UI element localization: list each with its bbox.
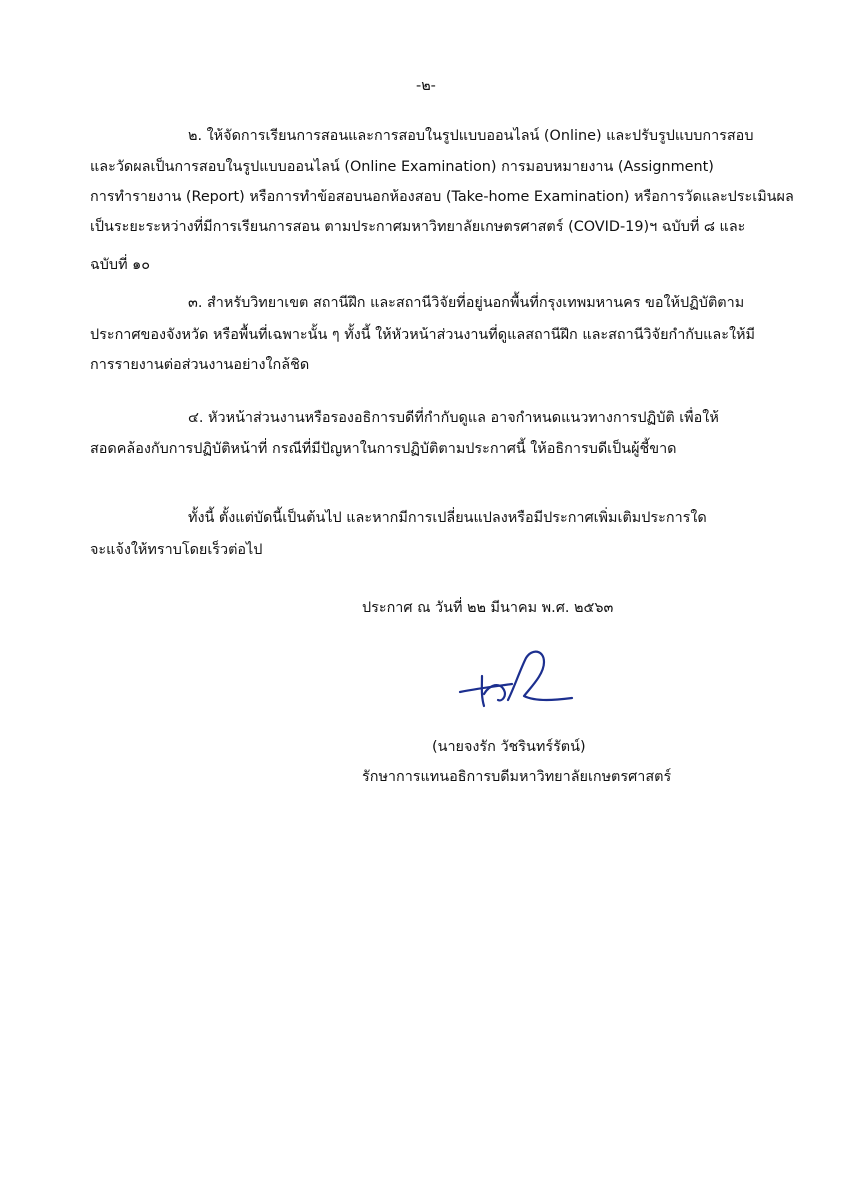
para-2-line-4: เป็นระยะระหว่างที่มีการเรียนการสอน ตามประกาศมหาวิทยาลัยเกษตรศาสตร์ (COVID-19)ฯ ฉบับที่ ๘ และ [90,219,746,235]
closing-line-2: จะแจ้งให้ทราบโดยเร็วต่อไป [90,542,263,558]
para-2-line-1: ๒. ให้จัดการเรียนการสอนและการสอบในรูปแบบออนไลน์ (Online) และปรับรูปแบบการสอบ [188,128,754,144]
para-4-line-2: สอดคล้องกับการปฏิบัติหน้าที่ กรณีที่มีปัญหาในการปฏิบัติตามประกาศนี้ ให้อธิการบดีเป็นผู้ชี้ขาด [90,441,677,457]
para-2-line-3: การทำรายงาน (Report) หรือการทำข้อสอบนอกห้องสอบ (Take-home Examination) หรือการวัดและประเมินผล [90,189,794,205]
page-number: -๒- [416,78,436,94]
para-3-line-3: การรายงานต่อส่วนงานอย่างใกล้ชิด [90,357,310,373]
handwritten-signature [452,644,576,720]
closing-line-1: ทั้งนี้ ตั้งแต่บัดนี้เป็นต้นไป และหากมีการเปลี่ยนแปลงหรือมีประกาศเพิ่มเติมประการใด [188,510,707,526]
announcement-date: ประกาศ ณ วันที่ ๒๒ มีนาคม พ.ศ. ๒๕๖๓ [362,600,614,616]
para-3-line-2: ประกาศของจังหวัด หรือพื้นที่เฉพาะนั้น ๆ ทั้งนี้ ให้หัวหน้าส่วนงานที่ดูแลสถานีฝึก และสถานีวิจัยกำกับและให้มี [90,327,755,343]
para-2-line-5: ฉบับที่ ๑๐ [90,257,151,273]
signatory-name: (นายจงรัก วัชรินทร์รัตน์) [432,739,586,755]
para-3-line-1: ๓. สำหรับวิทยาเขต สถานีฝึก และสถานีวิจัยที่อยู่นอกพื้นที่กรุงเทพมหานคร ขอให้ปฏิบัติตาม [188,295,745,311]
para-2-line-2: และวัดผลเป็นการสอบในรูปแบบออนไลน์ (Online Examination) การมอบหมายงาน (Assignment) [90,159,714,175]
para-4-line-1: ๔. หัวหน้าส่วนงานหรือรองอธิการบดีที่กำกับดูแล อาจกำหนดแนวทางการปฏิบัติ เพื่อให้ [188,410,719,426]
signatory-title: รักษาการแทนอธิการบดีมหาวิทยาลัยเกษตรศาสตร์ [362,769,672,785]
